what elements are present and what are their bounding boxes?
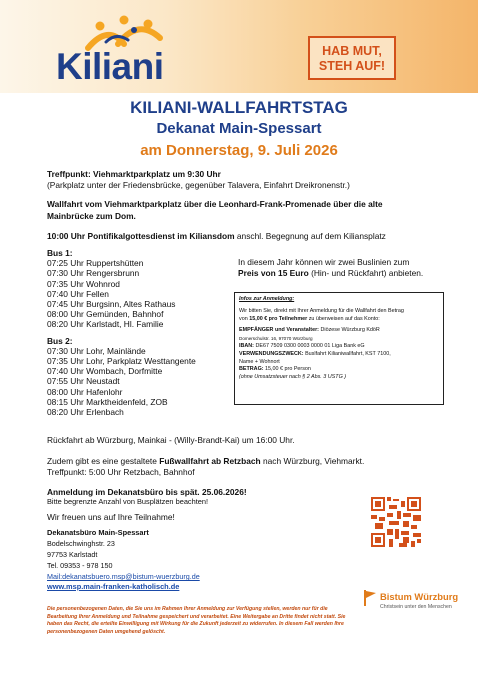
- contact-email-link[interactable]: Mail:dekanatsbuero.msp@bistum-wuerzburg.de: [47, 572, 200, 581]
- registration-deadline: Anmeldung im Dekanatsbüro bis spät. 25.06.2026!: [47, 487, 247, 497]
- privacy-notice: Die personenbezogenen Daten, die Sie uns im Rahmen Ihrer Anmeldung zur Verfügung stellen, werden nur für die Bearbeitung Ihrer Anmeldung und Teilnahme gespeichert und verarbeitet. Eine Weitergabe an Dritte findet nicht statt. Sie haben das Recht, die erteilte Einwilligung mit Wirkung für die Zukunft jederzeit zu widerrufen. In diesem Fall werden Ihre personenbezogenen Daten umgehend gelöscht.: [47, 606, 346, 635]
- return-trip: Rückfahrt ab Würzburg, Mainkai - (Willy-Brandt-Kai) um 16:00 Uhr.: [47, 435, 295, 445]
- iban-label: IBAN:: [239, 342, 254, 349]
- main-title: KILIANI-WALLFAHRTSTAG: [130, 98, 348, 117]
- info-recipient: [239, 327, 439, 335]
- meeting-point: Treffpunkt: Viehmarktparkplatz um 9:30 Uhr: [47, 169, 221, 179]
- contact-website-link[interactable]: www.msp.main-franken-katholisch.de: [47, 582, 180, 591]
- bus-stop: 08:20 Uhr Karlstadt, Hl. Familie: [47, 319, 164, 330]
- info-purpose: [239, 351, 439, 359]
- bus-stop: 07:40 Uhr Wombach, Dorfmitte: [47, 366, 163, 377]
- price-rest: (Hin- und Rückfahrt) anbieten.: [308, 267, 424, 278]
- pilgrimage-route-2: Mainbrücke zum Dom.: [47, 211, 136, 221]
- bus-stop: 07:30 Uhr Lohr, Mainlände: [47, 345, 146, 356]
- header-banner: [0, 0, 478, 93]
- bus-stop: 08:00 Uhr Hafenlohr: [47, 386, 123, 397]
- purpose-value: Buslfahrt Kilianiwallfahrt, KST 7100,: [303, 350, 391, 357]
- price-info: [238, 257, 423, 278]
- pilgrimage-route-1: Wallfahrt vom Viehmarktparkplatz über die Leonhard-Frank-Promenade über die alte: [47, 199, 383, 209]
- info-text: Wir bitten Sie, direkt mit Ihrer Anmeldung für die Wallfahrt den Betrag: [239, 307, 404, 314]
- info-text-c: zu überweisen auf das Konto:: [307, 315, 380, 322]
- closing-line: Wir freuen uns auf Ihre Teilnahme!: [47, 512, 175, 522]
- bus-stop: 08:00 Uhr Gemünden, Bahnhof: [47, 309, 164, 320]
- purpose-label: VERWENDUNGSZWECK:: [239, 350, 304, 357]
- foot-a: Zudem gibt es eine gestaltete: [47, 456, 160, 466]
- bistum-tagline: Christsein unter den Menschen: [380, 604, 452, 610]
- info-purpose-2: Name + Wohnort: [239, 358, 280, 365]
- info-amount-row: [239, 366, 439, 374]
- bus-stop: 07:45 Uhr Burgsinn, Altes Rathaus: [47, 299, 176, 310]
- bus-stop: 07:55 Uhr Neustadt: [47, 376, 120, 387]
- bistum-flag-icon: [363, 590, 377, 606]
- registration-note: Bitte begrenzte Anzahl von Busplätzen beachten!: [47, 497, 209, 506]
- bus1-heading: Bus 1:: [47, 248, 73, 258]
- bus-stop: 07:35 Uhr Wohnrod: [47, 278, 120, 289]
- contact-city: 97753 Karlstadt: [47, 550, 98, 559]
- info-address: Domerschulstr. 16, 97070 Würzburg: [239, 336, 313, 342]
- bus-stop: 08:15 Uhr Marktheidenfeld, ZOB: [47, 396, 168, 407]
- info-heading: Infos zur Anmeldung:: [239, 296, 295, 302]
- motto-badge: [308, 36, 396, 80]
- bus2-heading: Bus 2:: [47, 335, 73, 346]
- subtitle-deanery: Dekanat Main-Spessart: [156, 120, 322, 137]
- foot-b: Fußwallfahrt ab Retzbach: [159, 456, 261, 466]
- service-time: 10:00 Uhr Pontifikalgottesdienst im Kiliansdom: [47, 231, 235, 241]
- price-line-1: In diesem Jahr können wir zwei Buslinien zum: [238, 257, 410, 267]
- bus-stop: 07:30 Uhr Rengersbrunn: [47, 268, 140, 279]
- foot-pilgrimage: [47, 456, 364, 467]
- qr-code: [371, 497, 421, 547]
- motto-line-1: HAB MUT,: [322, 44, 382, 58]
- contact-name: Dekanatsbüro Main-Spessart: [47, 528, 149, 537]
- info-iban: [239, 343, 439, 351]
- bus-stop: 08:20 Uhr Erlenbach: [47, 407, 124, 418]
- bus-stop: 07:35 Uhr Lohr, Parkplatz Westtangente: [47, 356, 196, 367]
- bus-schedule: [47, 248, 196, 417]
- bistum-name: Bistum Würzburg: [380, 591, 459, 602]
- price-line-2: [238, 268, 423, 279]
- iban-value: DE67 7509 0300 0003 0000 01 Liga Bank eG: [253, 342, 365, 349]
- price-amount: Preis von 15 Euro: [238, 267, 309, 278]
- info-amount: 15,00 € pro Teilnehmer: [249, 315, 308, 322]
- motto-line-2: STEH AUF!: [318, 59, 386, 73]
- recipient-value: Diözese Würzburg KdöR: [318, 327, 380, 334]
- amount-label: BETRAG:: [239, 366, 264, 373]
- bistum-wuerzburg-logo: [363, 588, 463, 616]
- foot-meeting-point: Treffpunkt: 5:00 Uhr Retzbach, Bahnhof: [47, 467, 195, 477]
- recipient-label: EMPFÄNGER und Veranstalter:: [239, 327, 319, 334]
- meeting-point-detail: (Parkplatz unter der Friedensbrücke, gegenüber Talavera, Einfahrt Dreikronenstr.): [47, 180, 350, 190]
- service-rest: anschl. Begegnung auf dem Kiliansplatz: [234, 231, 386, 241]
- info-text-a: von: [239, 315, 250, 322]
- info-tax-note: (ohne Umsatzsteuer nach § 2 Abs. 3 USTG ): [239, 374, 347, 381]
- bus-stop: 07:25 Uhr Ruppertshütten: [47, 258, 144, 269]
- info-text: [239, 316, 439, 324]
- logo-wordmark: Kiliani: [56, 46, 164, 87]
- event-date: am Donnerstag, 9. Juli 2026: [140, 142, 338, 159]
- foot-c: nach Würzburg, Viehmarkt.: [260, 456, 365, 466]
- contact-street: Bodelschwinghstr. 23: [47, 539, 115, 548]
- amount-value: 15,00 € pro Person: [263, 366, 311, 373]
- registration-info-box: [234, 292, 444, 405]
- service-info: [47, 231, 386, 242]
- bus-stop: 07:40 Uhr Fellen: [47, 288, 109, 299]
- contact-phone: Tel. 09353 - 978 150: [47, 561, 113, 570]
- kiliani-logo: [56, 14, 176, 87]
